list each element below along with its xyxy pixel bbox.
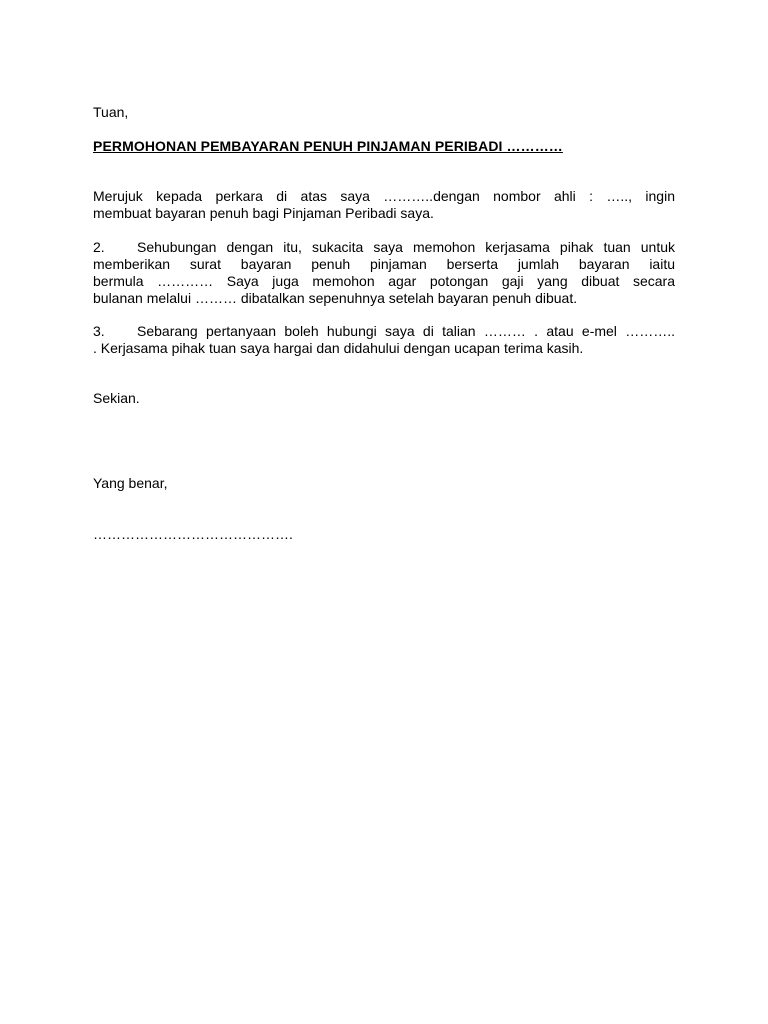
paragraph-3-line-1-text: Sebarang pertanyaan boleh hubungi saya di talian ……… . atau e-mel ………..: [137, 323, 675, 339]
paragraph-3-line-1: [93, 323, 675, 340]
closing: Sekian.: [93, 390, 140, 406]
signature-line: …………………………………….: [93, 526, 293, 542]
paragraph-1: [93, 188, 675, 222]
paragraph-2-line-2: memberikan surat bayaran penuh pinjaman berserta jumlah bayaran iaitu: [93, 256, 675, 272]
paragraph-2-line-1: [93, 239, 675, 256]
salutation: Tuan,: [93, 104, 129, 120]
paragraph-3-number: 3.: [93, 323, 105, 339]
signoff: Yang benar,: [93, 475, 168, 491]
paragraph-2-line-4: bulanan melalui ……… dibatalkan sepenuhnya setelah bayaran penuh dibuat.: [93, 290, 578, 306]
paragraph-1-line-1: Merujuk kepada perkara di atas saya ………..dengan nombor ahli : ….., ingin: [93, 188, 675, 204]
paragraph-3-line-2: . Kerjasama pihak tuan saya hargai dan didahului dengan ucapan terima kasih.: [93, 340, 584, 356]
letter-page: [93, 0, 675, 1024]
paragraph-2: [93, 239, 675, 307]
paragraph-2-line-1-text: Sehubungan dengan itu, sukacita saya memohon kerjasama pihak tuan untuk: [137, 239, 675, 255]
paragraph-3: [93, 323, 675, 357]
paragraph-2-number: 2.: [93, 239, 105, 255]
paragraph-1-line-2: membuat bayaran penuh bagi Pinjaman Peribadi saya.: [93, 205, 434, 221]
paragraph-2-line-3: bermula ………… Saya juga memohon agar potongan gaji yang dibuat secara: [93, 273, 675, 289]
letter-subject: PERMOHONAN PEMBAYARAN PENUH PINJAMAN PERIBADI …………: [93, 138, 563, 154]
